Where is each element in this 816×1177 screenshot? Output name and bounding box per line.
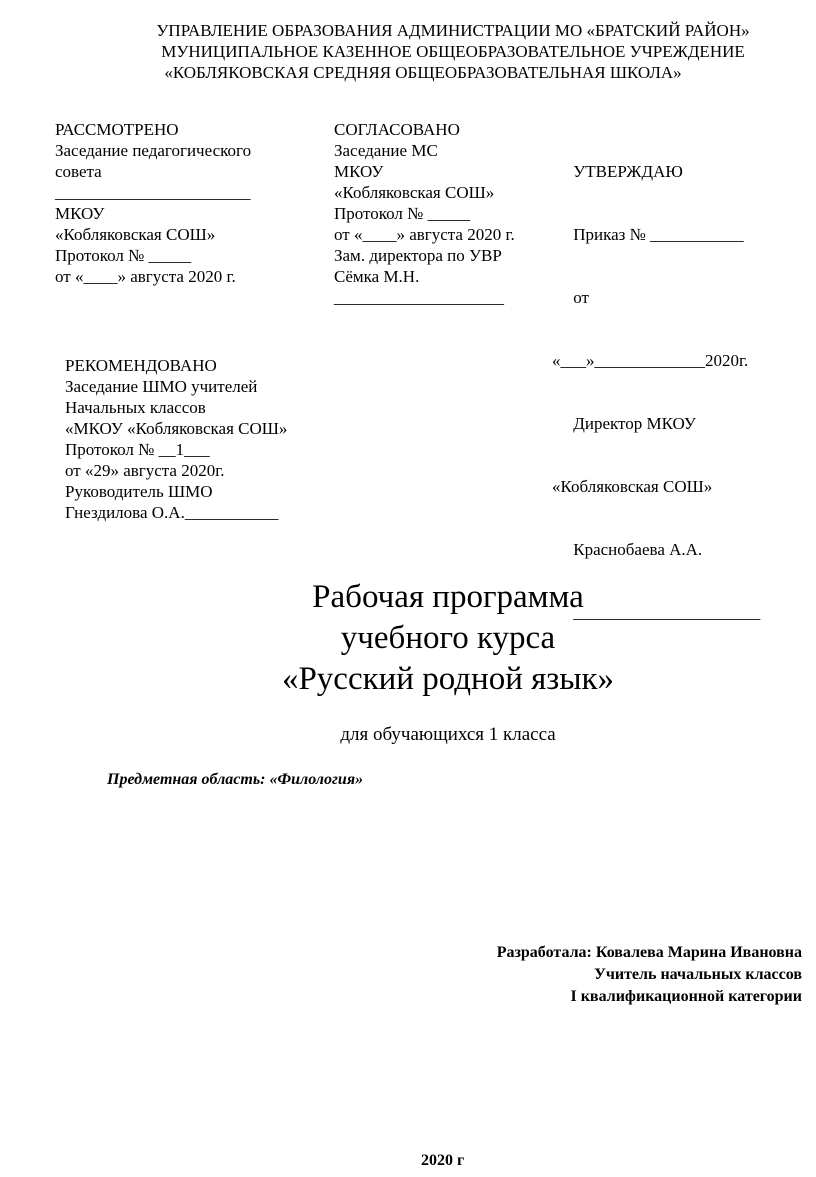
- reviewed-line: от «____» августа 2020 г.: [55, 267, 236, 286]
- recommended-line: Заседание ШМО учителей: [65, 377, 258, 396]
- title-line-2: учебного курса: [340, 620, 556, 656]
- agreed-block: [334, 119, 515, 308]
- document-subtitle: для обучающихся 1 класса: [340, 724, 556, 745]
- header-line-3: «КОБЛЯКОВСКАЯ СРЕДНЯЯ ОБЩЕОБРАЗОВАТЕЛЬНАЯ ШКОЛА»: [164, 63, 682, 82]
- approved-line: Директор МКОУ: [552, 414, 696, 433]
- agreed-line: Заседание МС: [334, 141, 438, 160]
- header-line-1: УПРАВЛЕНИЕ ОБРАЗОВАНИЯ АДМИНИСТРАЦИИ МО «БРАТСКИЙ РАЙОН»: [156, 21, 750, 40]
- agreed-line: Зам. директора по УВР: [334, 246, 502, 265]
- author-line-3: I квалификационной категории: [570, 988, 802, 1005]
- recommended-line: РЕКОМЕНДОВАНО: [65, 356, 217, 375]
- recommended-line: Руководитель ШМО: [65, 482, 213, 501]
- agreed-line: МКОУ: [334, 162, 384, 181]
- agreed-line: СОГЛАСОВАНО: [334, 120, 460, 139]
- title-line-1: Рабочая программа: [312, 579, 584, 615]
- title-line-3: «Русский родной язык»: [281, 661, 615, 697]
- recommended-line: Протокол № __1___: [65, 440, 210, 459]
- agreed-line: «Кобляковская СОШ»: [334, 183, 495, 202]
- reviewed-block: [55, 119, 251, 287]
- reviewed-line: МКОУ: [55, 204, 105, 223]
- header-line-2: МУНИЦИПАЛЬНОЕ КАЗЕННОЕ ОБЩЕОБРАЗОВАТЕЛЬНОЕ УЧРЕЖДЕНИЕ: [161, 42, 745, 61]
- reviewed-line: _______________________: [55, 183, 251, 202]
- recommended-line: «МКОУ «Кобляковская СОШ»: [65, 419, 288, 438]
- reviewed-line: Протокол № _____: [55, 246, 192, 265]
- approved-block: [552, 119, 760, 644]
- reviewed-line: совета: [55, 162, 102, 181]
- approved-line: «Кобляковская СОШ»: [552, 477, 713, 496]
- reviewed-line: «Кобляковская СОШ»: [55, 225, 216, 244]
- approved-line: от: [552, 288, 589, 307]
- agreed-line: Сёмка М.Н.: [334, 267, 420, 286]
- subject-area: Предметная область: «Филология»: [107, 771, 364, 788]
- recommended-block: [65, 355, 287, 523]
- approved-line: УТВЕРЖДАЮ: [552, 162, 683, 181]
- author-line-1: Разработала: Ковалева Марина Ивановна: [496, 944, 802, 961]
- approved-line: «___»_____________2020г.: [552, 351, 749, 370]
- recommended-line: от «29» августа 2020г.: [65, 461, 225, 480]
- approved-line: ______________________: [552, 603, 761, 622]
- document-year: 2020 г: [421, 1152, 465, 1169]
- approved-line: Краснобаева А.А.: [552, 540, 703, 559]
- school-header: [0, 20, 816, 83]
- agreed-line: ____________________: [334, 288, 504, 307]
- recommended-line: Гнездилова О.А.___________: [65, 503, 279, 522]
- document-title: [40, 577, 816, 700]
- reviewed-line: РАССМОТРЕНО: [55, 120, 179, 139]
- recommended-line: Начальных классов: [65, 398, 206, 417]
- agreed-line: Протокол № _____: [334, 204, 471, 223]
- reviewed-line: Заседание педагогического: [55, 141, 252, 160]
- author-block: [497, 942, 802, 1008]
- author-line-2: Учитель начальных классов: [594, 966, 802, 983]
- approved-line: Приказ № ___________: [552, 225, 744, 244]
- agreed-line: от «____» августа 2020 г.: [334, 225, 515, 244]
